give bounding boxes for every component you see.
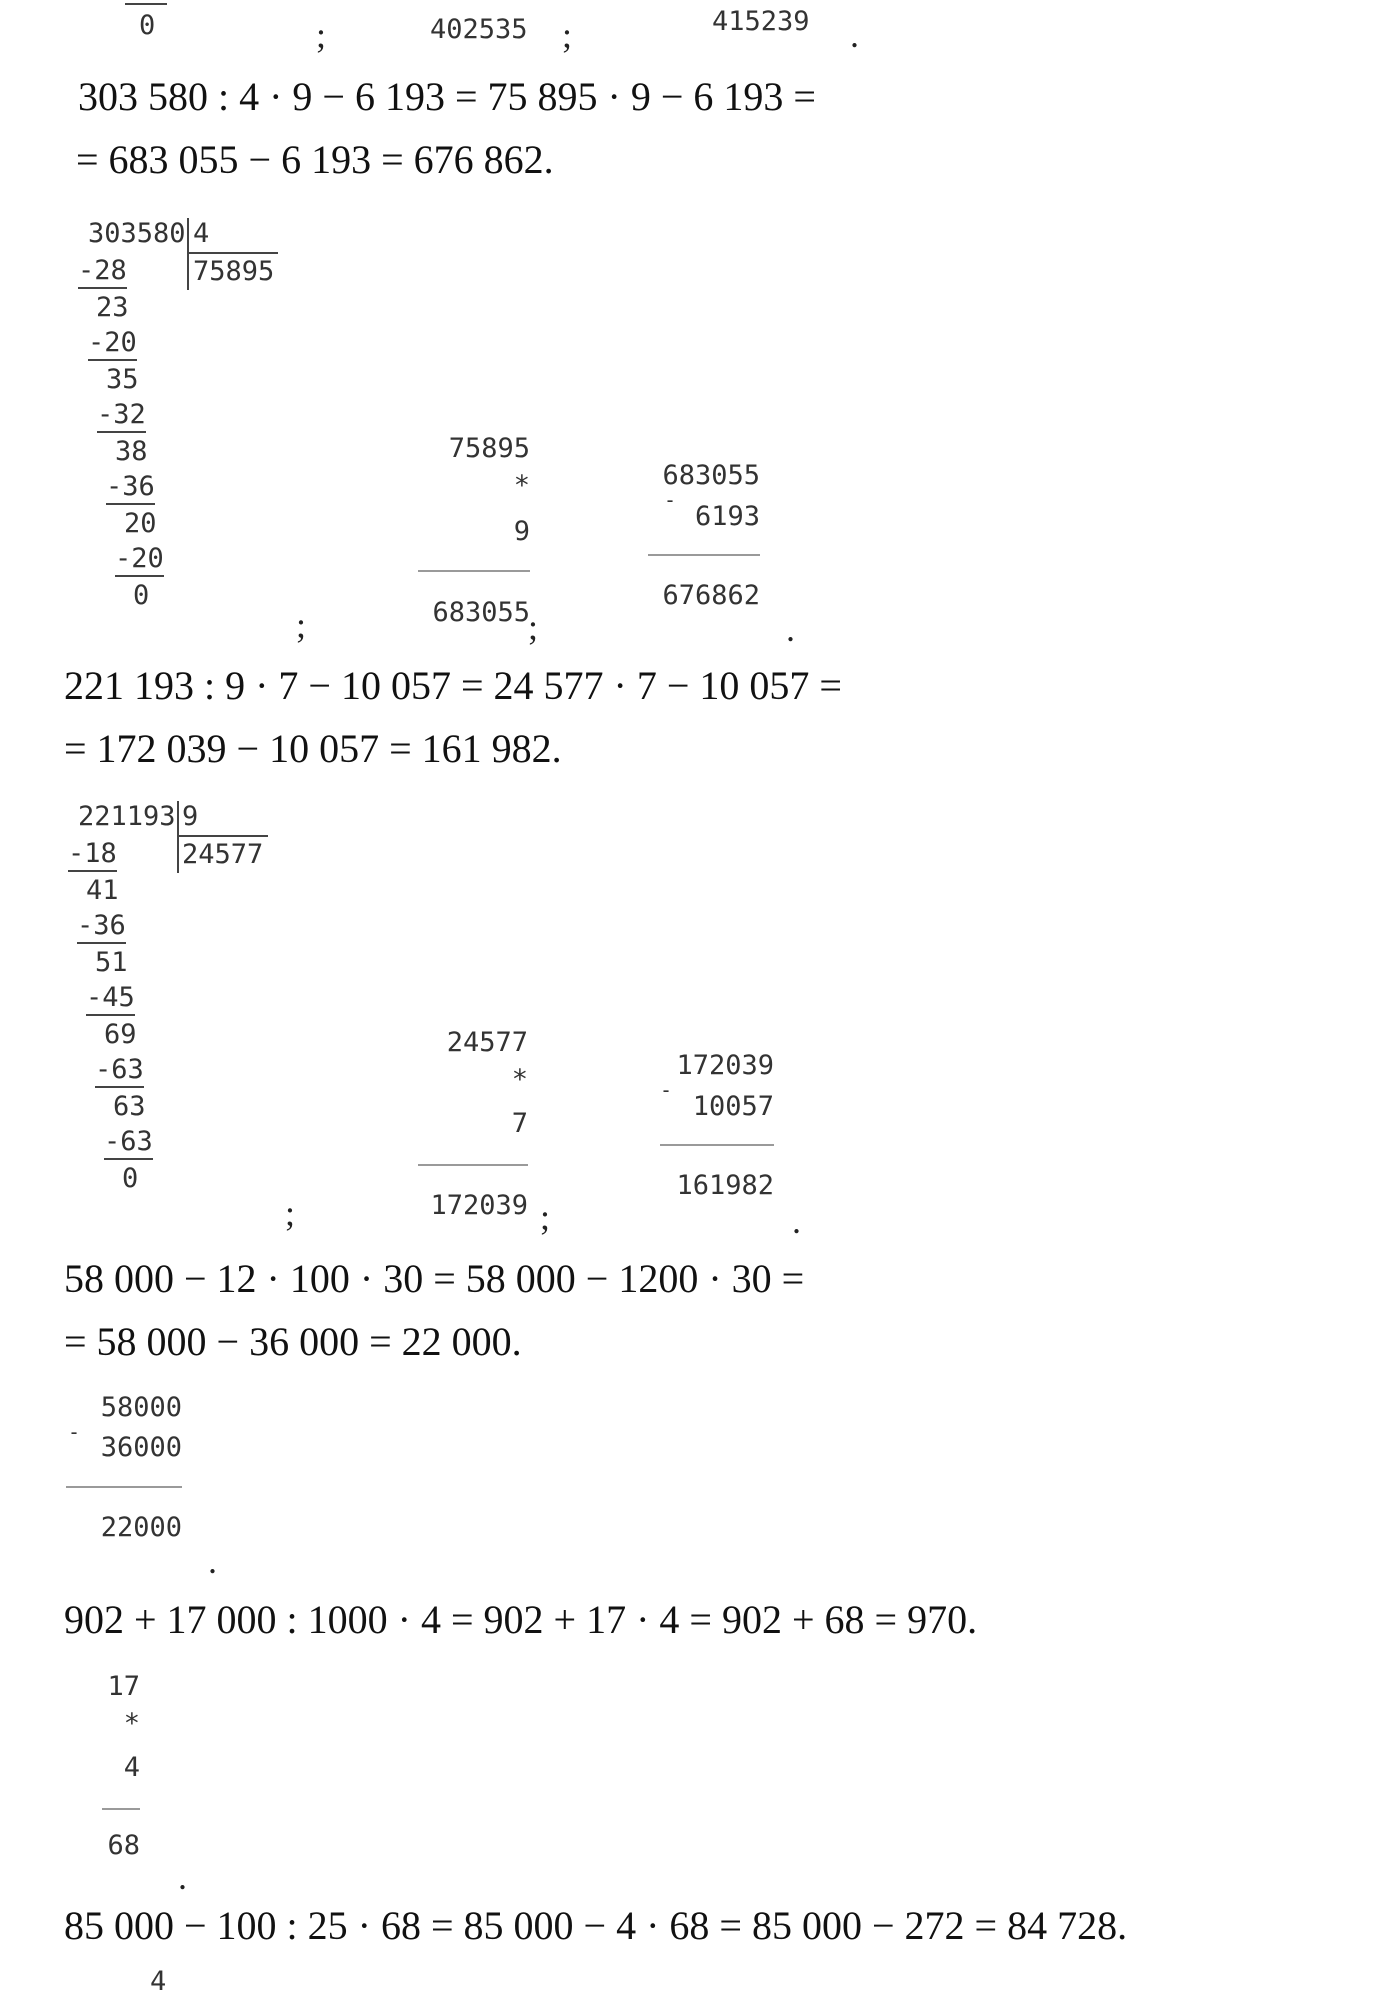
division-dividend: 303580	[88, 218, 186, 249]
problem2-equation-line1: 221 193 : 9 · 7 − 10 057 = 24 577 · 7 − 10 057 =	[64, 663, 842, 708]
top-value-1: 402535	[430, 14, 528, 45]
top-value-2: 415239	[712, 6, 810, 37]
mult-result-line	[102, 1808, 140, 1810]
problem5-equation-line1: 85 000 − 100 : 25 · 68 = 85 000 − 4 · 68 = 85 000 − 272 = 84 728.	[64, 1903, 1128, 1948]
division-step: -63	[95, 1055, 144, 1088]
division-step: -32	[97, 400, 146, 433]
division-step: -36	[77, 911, 126, 944]
division-step: 0	[133, 580, 150, 611]
mult-result-line	[418, 1164, 528, 1166]
division-step: 35	[106, 364, 139, 395]
sub-dot: .	[208, 1541, 217, 1581]
mult-factor-b: 9	[513, 516, 530, 547]
top-fraction-line	[125, 3, 167, 5]
division-step: -20	[88, 328, 137, 361]
division-step: -36	[106, 472, 155, 505]
division-step: 23	[96, 292, 129, 323]
problem3-equation-line2: = 58 000 − 36 000 = 22 000.	[64, 1319, 522, 1364]
division-semicolon: ;	[285, 1193, 296, 1233]
mult-result: 172039	[430, 1190, 528, 1221]
sub-result: 22000	[100, 1512, 182, 1543]
sub-result: 676862	[662, 580, 760, 611]
sub-result-line	[660, 1144, 774, 1146]
division-step: -63	[104, 1127, 153, 1160]
sub-minuend: 58000	[100, 1392, 182, 1423]
mult-semicolon: ;	[528, 607, 539, 647]
division-quotient-line	[178, 835, 268, 837]
sub-minus-sign: -	[68, 1420, 81, 1444]
division-divisor: 9	[182, 801, 199, 832]
division-step: 38	[115, 436, 148, 467]
division-step: 51	[95, 947, 128, 978]
division-quotient: 24577	[182, 839, 264, 870]
problem1-equation-line1: 303 580 : 4 · 9 − 6 193 = 75 895 · 9 − 6 193 =	[78, 74, 816, 119]
division-quotient-line	[188, 252, 278, 254]
mult-factor-b: 4	[123, 1752, 140, 1783]
division-step: 0	[122, 1163, 139, 1194]
sub-minus-sign: -	[664, 488, 677, 512]
sub-subtrahend: 6193	[694, 501, 760, 532]
mult-operator: *	[513, 470, 530, 501]
mult-result: 68	[107, 1830, 140, 1861]
mult-factor-a: 17	[107, 1671, 140, 1702]
division-step: 69	[104, 1019, 137, 1050]
problem4-equation-line1: 902 + 17 000 : 1000 · 4 = 902 + 17 · 4 = 902 + 68 = 970.	[64, 1597, 978, 1642]
sub-result: 161982	[676, 1170, 774, 1201]
problem2-equation-line2: = 172 039 − 10 057 = 161 982.	[64, 726, 562, 771]
division-vertical-line	[177, 801, 179, 873]
division-quotient: 75895	[193, 256, 275, 287]
sub-result-line	[648, 554, 760, 556]
sub-subtrahend: 10057	[692, 1091, 774, 1122]
problem3-equation-line1: 58 000 − 12 · 100 · 30 = 58 000 − 1200 · 30 =	[64, 1256, 805, 1301]
sub-result-line	[66, 1486, 182, 1488]
division-step: 20	[124, 508, 157, 539]
division-dividend: 221193	[78, 801, 176, 832]
sub-minuend: 683055	[662, 460, 760, 491]
mult-factor-a: 24577	[446, 1027, 528, 1058]
sub-subtrahend: 36000	[100, 1432, 182, 1463]
division-step: -18	[68, 839, 117, 872]
sub-dot: .	[786, 609, 795, 649]
mult-semicolon: ;	[540, 1197, 551, 1237]
division-vertical-line	[187, 218, 189, 290]
mult-operator: *	[511, 1064, 528, 1095]
mult-dot: .	[178, 1857, 187, 1897]
sub-dot: .	[792, 1201, 801, 1241]
mult-operator: *	[123, 1708, 140, 1739]
mult-result: 683055	[432, 597, 530, 628]
problem5-fragment: 4	[150, 1966, 167, 1997]
mult-factor-b: 7	[511, 1108, 528, 1139]
division-divisor: 4	[193, 218, 210, 249]
sub-minuend: 172039	[676, 1050, 774, 1081]
division-step: 41	[86, 875, 119, 906]
division-semicolon: ;	[296, 605, 307, 645]
problem1-equation-line2: = 683 055 − 6 193 = 676 862.	[76, 137, 554, 182]
division-step: -45	[86, 983, 135, 1016]
top-dot: .	[850, 15, 859, 55]
mult-result-line	[418, 570, 530, 572]
mult-factor-a: 75895	[448, 433, 530, 464]
division-step: -28	[78, 256, 127, 289]
top-zero: 0	[139, 10, 156, 41]
top-semicolon-1: ;	[316, 15, 327, 55]
division-step: -20	[115, 544, 164, 577]
division-step: 63	[113, 1091, 146, 1122]
sub-minus-sign: -	[660, 1078, 673, 1102]
top-semicolon-2: ;	[562, 15, 573, 55]
